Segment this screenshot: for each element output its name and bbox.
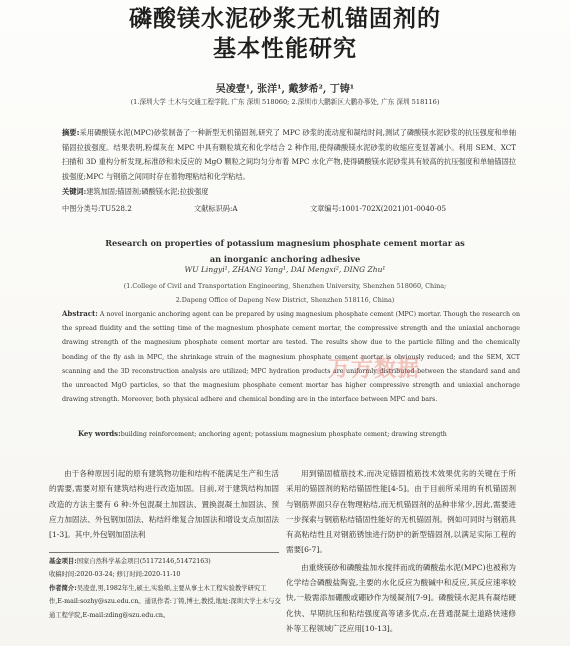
- english-title: [0, 235, 570, 267]
- en-abstract-text: A novel inorganic anchoring agent can be prepared by using magnesium phosphate cement (MPC) mortar. Though the research on the spread fluidity and the setting time of the magnesium phosphate cement mortar, the compressive strength and the uniaxial anchorage drawing strength of the magnesium phosphate cement mortar are tested. The results show due to the particle filling and the chemically bonding of the fly ash in MPC, the shrinkage strain of the magnesium phosphate cement mortar is obviously reduced; and the SEM, XCT scanning and the 3D reconstruction analysis are utilized; MPC hydration products are uniformly distributed between the standard sand and the unreacted MgO particles, so that the magnesium phosphate cement mortar has higher compressive strength and uniaxial anchorage drawing strength. Moreover, both physical adhere and chemical bonding are in the interface between MPC and bars.: [62, 311, 520, 404]
- bio-text: 吴凌壹,男,1982年生,硕士,实验师,主要从事土木工程实验教学研究工作,E-mail:sozhy@szu.edu.cn。通讯作者:丁铸,博士,教授,地址:深圳大学土木与交通工程学院,E-mail:zding@szu.edu.cn。: [49, 584, 281, 619]
- keywords-text: 建筑加固;锚固剂;磷酸镁水泥;拉拔强度: [86, 187, 209, 196]
- affiliations: (1.深圳大学 土木与交通工程学院, 广东 深圳 518060; 2.深圳市大鹏新区大鹏办事处, 广东 深圳 518116): [130, 98, 440, 106]
- author-list: 吴凌壹¹, 张洋¹, 戴梦希², 丁铸¹: [215, 84, 355, 95]
- fund-note: [49, 555, 281, 568]
- english-authors: WU Lingyi¹, ZHANG Yang¹, DAI Mengxi², DING Zhu¹: [184, 265, 386, 274]
- abstract-text: 采用磷酸镁水泥(MPC)砂浆制备了一种新型无机锚固剂,研究了 MPC 砂浆的流动度和凝结时间,测试了磷酸镁水泥砂浆的抗压强度和单轴锚固拉拔强度。结果表明,粉煤灰在 MPC 中具有颗粒填充和化学结合 2 种作用,使得磷酸镁水泥砂浆的收缩应变显著减小。利用 SEM、XCT 扫描和 3D 重构分析发现,标准砂和未反应的 MgO 颗粒之间均匀分布着 MPC 水化产物,使得磷酸镁水泥砂浆具有较高的抗压强度和单轴锚固拉拔强度;MPC 与钢筋之间同时存在着物理粘结和化学粘结。: [62, 128, 517, 181]
- chinese-abstract: [62, 126, 516, 184]
- body-paragraph: 由重烧镁砂和磷酸盐加水搅拌而成的磷酸盐水泥(MPC)也被称为化学结合磷酸盐陶瓷,主要的水化反应为酸碱中和反应,其反应速率较快,一般需添加硼酸或硼砂作为缓凝剂[7-9]。磷酸镁水泥具有凝结硬化快、早期抗压和粘结强度高等诸多优点,在普通混凝土道路快速修补等工程领域广泛应用[10-13]。: [286, 562, 516, 633]
- clc-number: 中图分类号:TU528.2: [62, 204, 132, 213]
- fund-text: 国家自然科学基金项目(51172146,51472163): [76, 558, 211, 565]
- body-right-column: [286, 466, 516, 636]
- paper-title: [0, 4, 570, 64]
- watermark: 万方数据: [328, 357, 421, 382]
- fund-label: 基金项目:: [49, 558, 77, 565]
- abstract-label: 摘要:: [62, 128, 80, 137]
- received-note: 收稿时间:2020-03-24; 修订时间:2020-11-10: [49, 571, 181, 579]
- english-affiliation-2: 2.Dapeng Office of Dapeng New District, Shenzhen 518116, China): [175, 296, 395, 304]
- en-title-line-2: an inorganic anchoring adhesive: [209, 254, 361, 264]
- body-paragraph: 由于各种原因引起的原有建筑物功能和结构不能满足生产和生活的需要,需要对原有建筑结构进行改造加固。目前,对于建筑结构加固改造的方法主要有 6 种:外包混凝土加固法、置换混凝土加固法、预应力加固法、外包钢加固法、粘结纤维复合加固法和增设支点加固法[1-3]。其中,外包钢加固法利: [49, 469, 279, 540]
- author-bio-note: [49, 582, 281, 622]
- bio-label: 作者简介:: [49, 584, 77, 592]
- keywords-label: 关键词:: [62, 187, 87, 196]
- body-left-column: [49, 466, 279, 542]
- en-keywords-text: building reinforcement; anchoring agent; potassium magnesium phosphate cement; drawing strength: [120, 431, 447, 438]
- footnote-divider: [49, 552, 279, 553]
- english-affiliation-1: (1.College of Civil and Transportation Engineering, Shenzhen University, Shenzhen 518060, China;: [123, 282, 447, 290]
- en-keywords-label: Key words:: [78, 429, 121, 438]
- document-code: 文献标识码:A: [194, 204, 238, 213]
- footnotes: [49, 555, 281, 622]
- en-title-line-1: Research on properties of potassium magnesium phosphate cement mortar as: [105, 238, 465, 248]
- en-abstract-label: Abstract:: [62, 309, 98, 318]
- article-number: 文章编号:1001-702X(2021)01-0040-05: [310, 204, 447, 213]
- english-abstract: [62, 307, 520, 407]
- title-line-2: 基本性能研究: [213, 36, 357, 62]
- chinese-keywords: [62, 187, 209, 197]
- english-keywords: [78, 429, 447, 438]
- title-line-1: 磷酸镁水泥砂浆无机锚固剂的: [129, 6, 441, 32]
- body-paragraph: 用到锚固植筋技术,而决定锚固植筋技术效果优劣的关键在于所采用的锚固剂的粘结锚固性能[4-5]。由于目前所采用的有机锚固剂与钢筋界面只存在物理粘结,而无机锚固剂的品种非常少,因此,需要进一步探索与钢筋粘结锚固性能好的无机锚固剂。例如可同时与钢筋具有高粘结性且对钢筋锈蚀进行防护的新型锚固剂,以满足实际工程的需要[6-7]。: [286, 469, 516, 555]
